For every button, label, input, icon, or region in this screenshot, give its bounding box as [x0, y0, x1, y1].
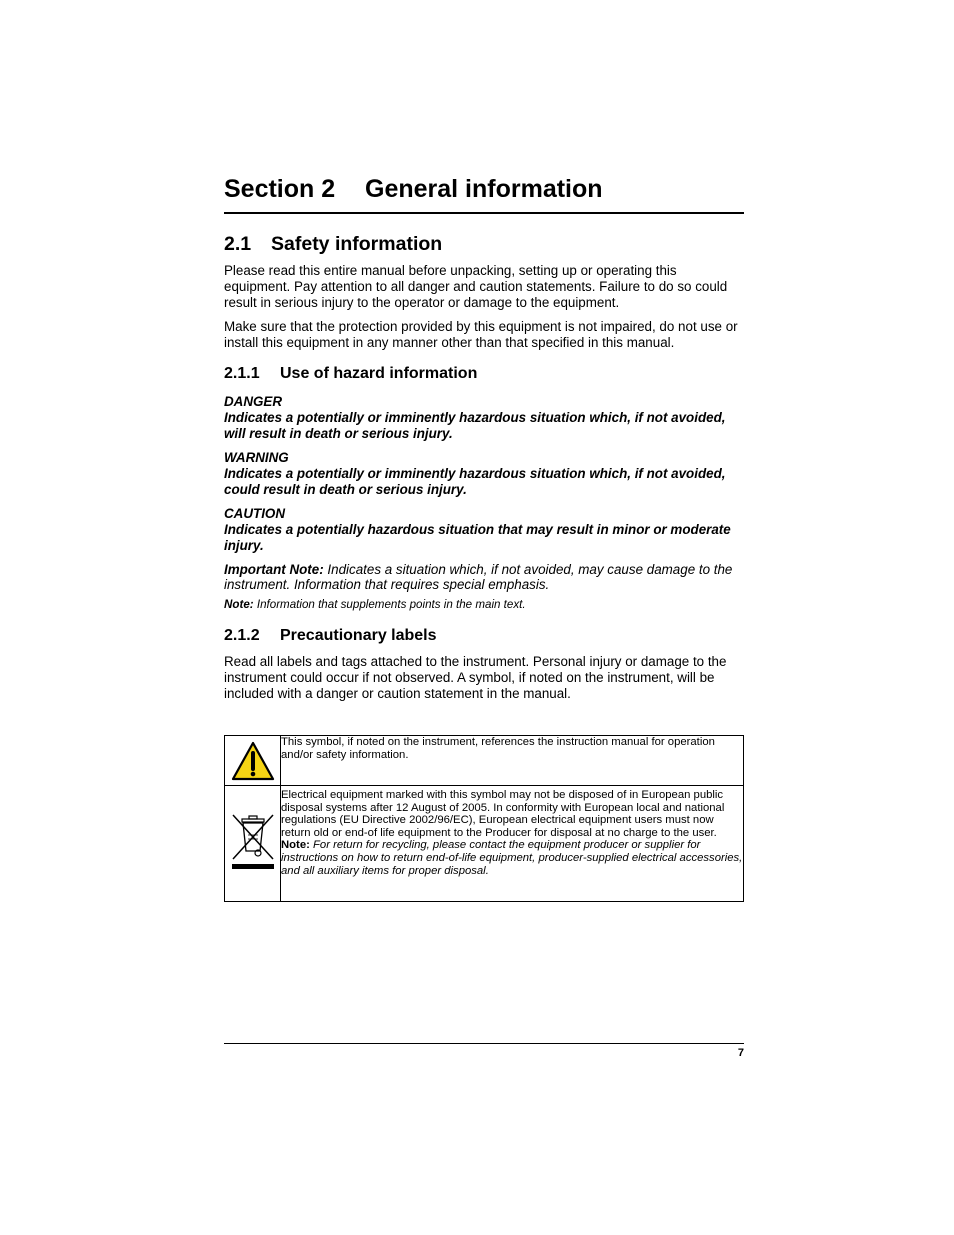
icon-cell: [225, 736, 281, 786]
icon-cell: [225, 786, 281, 902]
footer-divider: [224, 1043, 744, 1044]
label-description: This symbol, if noted on the instrument, references the instruction manual for operation and/or safety information.: [281, 736, 744, 786]
section-title-text: General information: [365, 175, 603, 203]
warning-text: Indicates a potentially or imminently hazardous situation which, if not avoided, could result in death or serious injury.: [224, 466, 726, 497]
caution-label: CAUTION: [224, 506, 285, 521]
warning-label: WARNING: [224, 450, 289, 465]
section-header: [224, 174, 744, 214]
precautionary-labels-table: [224, 735, 744, 902]
supplement-note-text: Information that supplements points in the main text.: [256, 598, 526, 611]
safety-paragraph-1: Please read this entire manual before unpacking, setting up or operating this equipment. Pay attention to all danger and caution statements. Failure to do so could result in serious injury to the operator or damage to the equipment.: [224, 263, 728, 310]
safety-title: Safety information: [271, 233, 443, 255]
weee-note-text: For return for recycling, please contact the equipment producer or supplier for instructions on how to return end-of-life equipment, producer-supplied electrical accessories, and all auxiliary items for proper disposal.: [281, 839, 743, 877]
danger-text: Indicates a potentially or imminently hazardous situation which, if not avoided, will result in death or serious injury.: [224, 410, 726, 441]
crossed-out-bin-icon: [230, 813, 276, 871]
danger-label: DANGER: [224, 394, 283, 409]
important-note-text: Indicates a situation which, if not avoided, may cause damage to the instrument. Information that requires special emphasis.: [224, 562, 733, 592]
table-row: [225, 786, 744, 902]
safety-paragraph-2: Make sure that the protection provided by this equipment is not impaired, do not use or install this equipment in any manner other than that specified in this manual.: [224, 319, 738, 350]
safety-heading: [224, 232, 442, 256]
warning-triangle-icon: [231, 741, 275, 781]
section-number: Section 2: [224, 175, 336, 203]
weee-note-label: Note:: [281, 839, 310, 852]
hazard-number: 2.1.1: [224, 365, 260, 382]
supplement-note-label: Note:: [224, 598, 254, 611]
important-note-label: Important Note:: [224, 562, 324, 577]
precaution-title: Precautionary labels: [280, 627, 437, 644]
table-row: [225, 736, 744, 786]
weee-text: Electrical equipment marked with this symbol may not be disposed of in European public disposal systems after 12 August of 2005. In conformity with European local and national regulations (EU Directive 2002/96/EC), European electrical equipment users must now return old or end-of life equipment to the Producer for disposal at no charge to the user.: [281, 789, 725, 839]
supplement-note: [224, 598, 526, 612]
safety-number: 2.1: [224, 233, 252, 255]
precaution-number: 2.1.2: [224, 627, 260, 644]
page-number: 7: [737, 1047, 744, 1059]
caution-text: Indicates a potentially hazardous situation that may result in minor or moderate injury.: [224, 522, 731, 553]
hazard-heading: [224, 364, 477, 384]
section-title: [224, 174, 744, 205]
hazard-title: Use of hazard information: [280, 365, 478, 382]
precaution-heading: [224, 626, 437, 646]
important-note: [224, 563, 746, 593]
label-description: [281, 786, 744, 902]
precaution-paragraph: Read all labels and tags attached to the instrument. Personal injury or damage to the instrument could occur if not observed. A symbol, if noted on the instrument, will be included with a danger or caution statement in the manual.: [224, 654, 727, 701]
